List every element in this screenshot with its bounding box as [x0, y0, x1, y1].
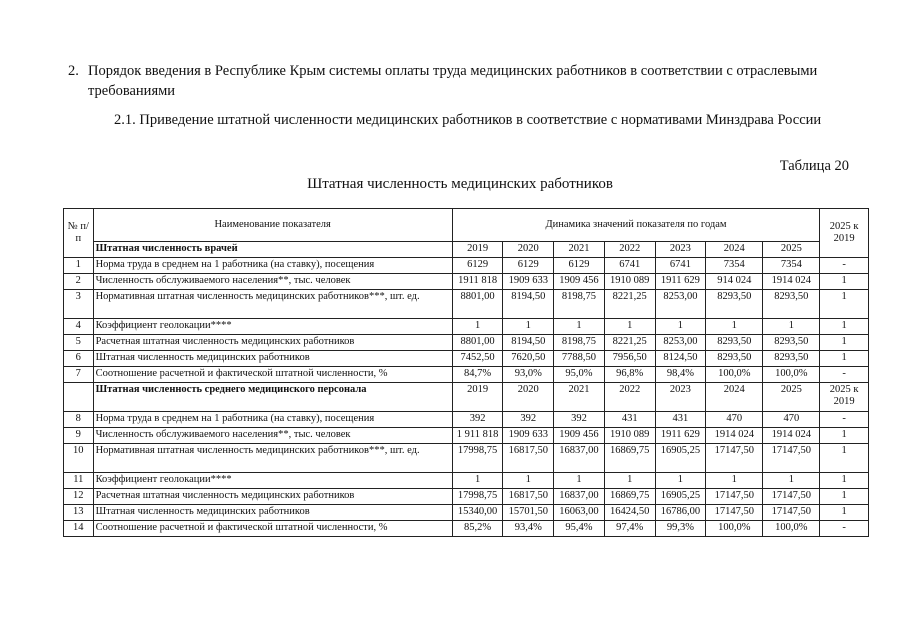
value-cell: 84,7% [452, 367, 503, 383]
row-name: Расчетная штатная численность медицинских работников [93, 489, 452, 505]
table-row [64, 351, 869, 367]
value-cell: 431 [655, 412, 706, 428]
table-row [64, 367, 869, 383]
ratio-cell: 1 [820, 274, 869, 290]
value-cell: 8198,75 [554, 290, 605, 319]
value-cell: 1914 024 [763, 428, 820, 444]
value-cell: 16869,75 [604, 489, 655, 505]
ratio-cell: - [820, 412, 869, 428]
row-name: Численность обслуживаемого населения**, тыс. человек [93, 428, 452, 444]
row-number: 8 [64, 412, 94, 428]
value-cell: 6129 [554, 258, 605, 274]
year-cell: 2020 [503, 383, 554, 412]
value-cell: 16817,50 [503, 444, 554, 473]
value-cell: 470 [763, 412, 820, 428]
table-row [64, 319, 869, 335]
value-cell: 8293,50 [763, 351, 820, 367]
value-cell: 392 [503, 412, 554, 428]
value-cell: 8293,50 [706, 290, 763, 319]
row-number: 2 [64, 274, 94, 290]
value-cell: 7956,50 [604, 351, 655, 367]
row-number: 14 [64, 521, 94, 537]
value-cell: 17147,50 [706, 505, 763, 521]
section-number: 2. [68, 63, 79, 79]
section-num-cell [64, 383, 94, 412]
ratio-cell: 1 [820, 351, 869, 367]
value-cell: 16817,50 [503, 489, 554, 505]
value-cell: 17998,75 [452, 444, 503, 473]
value-cell: 100,0% [763, 367, 820, 383]
value-cell: 1910 089 [604, 428, 655, 444]
header-dynamics: Динамика значений показателя по годам [452, 209, 820, 242]
value-cell: 8293,50 [706, 335, 763, 351]
value-cell: 1914 024 [706, 428, 763, 444]
value-cell: 8293,50 [763, 335, 820, 351]
value-cell: 6741 [655, 258, 706, 274]
table-row [64, 489, 869, 505]
value-cell: 16837,00 [554, 444, 605, 473]
value-cell: 1 [706, 473, 763, 489]
value-cell: 95,4% [554, 521, 605, 537]
table-row [64, 335, 869, 351]
value-cell: 6129 [503, 258, 554, 274]
table-body [64, 209, 869, 537]
value-cell: 8801,00 [452, 290, 503, 319]
value-cell: 96,8% [604, 367, 655, 383]
value-cell: 1 [604, 319, 655, 335]
value-cell: 8253,00 [655, 335, 706, 351]
value-cell: 1914 024 [763, 274, 820, 290]
value-cell: 1911 629 [655, 428, 706, 444]
value-cell: 1 [706, 319, 763, 335]
table-row [64, 505, 869, 521]
value-cell: 8293,50 [763, 290, 820, 319]
table-row [64, 428, 869, 444]
row-number: 6 [64, 351, 94, 367]
value-cell: 6129 [452, 258, 503, 274]
row-name: Штатная численность медицинских работников [93, 505, 452, 521]
value-cell: 1 [554, 319, 605, 335]
value-cell: 8221,25 [604, 290, 655, 319]
value-cell: 1 [604, 473, 655, 489]
value-cell: 7452,50 [452, 351, 503, 367]
value-cell: 17147,50 [763, 489, 820, 505]
value-cell: 17998,75 [452, 489, 503, 505]
ratio-cell: - [820, 258, 869, 274]
value-cell: 1911 818 [452, 274, 503, 290]
value-cell: 97,4% [604, 521, 655, 537]
section-title: Штатная численность врачей [93, 242, 452, 258]
row-number: 3 [64, 290, 94, 319]
value-cell: 8253,00 [655, 290, 706, 319]
value-cell: 1 [655, 473, 706, 489]
row-number: 9 [64, 428, 94, 444]
section-ratio-header: 2025 к 2019 [820, 383, 869, 412]
section-header-row [64, 383, 869, 412]
value-cell: 1 [554, 473, 605, 489]
value-cell: 392 [452, 412, 503, 428]
row-number: 5 [64, 335, 94, 351]
value-cell: 8194,50 [503, 335, 554, 351]
value-cell: 7788,50 [554, 351, 605, 367]
year-cell: 2024 [706, 242, 763, 258]
ratio-cell: 1 [820, 444, 869, 473]
value-cell: 8293,50 [706, 351, 763, 367]
section-heading [68, 61, 868, 101]
row-number: 13 [64, 505, 94, 521]
year-cell: 2025 [763, 383, 820, 412]
ratio-cell: 1 [820, 319, 869, 335]
header-ratio: 2025 к 2019 [820, 209, 869, 258]
row-number: 11 [64, 473, 94, 489]
row-number: 4 [64, 319, 94, 335]
value-cell: 7620,50 [503, 351, 554, 367]
ratio-cell: - [820, 521, 869, 537]
value-cell: 16905,25 [655, 489, 706, 505]
value-cell: 1910 089 [604, 274, 655, 290]
table-row [64, 274, 869, 290]
value-cell: 8221,25 [604, 335, 655, 351]
value-cell: 16424,50 [604, 505, 655, 521]
year-cell: 2025 [763, 242, 820, 258]
value-cell: 16869,75 [604, 444, 655, 473]
value-cell: 8198,75 [554, 335, 605, 351]
table-title: Штатная численность медицинских работников [307, 176, 613, 192]
year-cell: 2021 [554, 242, 605, 258]
row-name: Коэффициент геолокации**** [93, 473, 452, 489]
value-cell: 8194,50 [503, 290, 554, 319]
value-cell: 1 [452, 319, 503, 335]
value-cell: 17147,50 [763, 444, 820, 473]
value-cell: 95,0% [554, 367, 605, 383]
table-row [64, 290, 869, 319]
ratio-cell: 1 [820, 473, 869, 489]
year-cell: 2022 [604, 242, 655, 258]
section-heading-line2: требованиями [88, 83, 176, 99]
value-cell: 8801,00 [452, 335, 503, 351]
value-cell: 1 [763, 473, 820, 489]
year-cell: 2023 [655, 383, 706, 412]
year-cell: 2024 [706, 383, 763, 412]
value-cell: 16837,00 [554, 489, 605, 505]
year-cell: 2020 [503, 242, 554, 258]
value-cell: 15340,00 [452, 505, 503, 521]
subsection-heading: 2.1. Приведение штатной численности медицинских работников в соответствие с нормативами Минздрава России [114, 112, 822, 128]
staffing-table [63, 208, 869, 537]
ratio-cell: 1 [820, 428, 869, 444]
row-number: 7 [64, 367, 94, 383]
value-cell: 1909 633 [503, 428, 554, 444]
value-cell: 1911 629 [655, 274, 706, 290]
table-row [64, 258, 869, 274]
section-title: Штатная численность среднего медицинского персонала [93, 383, 452, 412]
value-cell: 16905,25 [655, 444, 706, 473]
row-name: Нормативная штатная численность медицинских работников***, шт. ед. [93, 290, 452, 319]
row-number: 12 [64, 489, 94, 505]
section-heading-line1: Порядок введения в Республике Крым системы оплаты труда медицинских работников в соответствии с отраслевыми [88, 63, 818, 79]
value-cell: 100,0% [763, 521, 820, 537]
value-cell: 1 [452, 473, 503, 489]
row-name: Расчетная штатная численность медицинских работников [93, 335, 452, 351]
value-cell: 93,0% [503, 367, 554, 383]
table-header-row [64, 209, 869, 242]
value-cell: 1 [503, 319, 554, 335]
row-name: Численность обслуживаемого населения**, тыс. человек [93, 274, 452, 290]
value-cell: 100,0% [706, 367, 763, 383]
value-cell: 1909 633 [503, 274, 554, 290]
row-name: Соотношение расчетной и фактической штатной численности, % [93, 367, 452, 383]
value-cell: 100,0% [706, 521, 763, 537]
ratio-cell: 1 [820, 505, 869, 521]
table-row [64, 521, 869, 537]
value-cell: 98,4% [655, 367, 706, 383]
row-number: 10 [64, 444, 94, 473]
row-number: 1 [64, 258, 94, 274]
ratio-cell: 1 [820, 335, 869, 351]
year-cell: 2021 [554, 383, 605, 412]
value-cell: 15701,50 [503, 505, 554, 521]
row-name: Коэффициент геолокации**** [93, 319, 452, 335]
value-cell: 431 [604, 412, 655, 428]
value-cell: 1909 456 [554, 428, 605, 444]
header-name: Наименование показателя [93, 209, 452, 242]
value-cell: 16786,00 [655, 505, 706, 521]
value-cell: 6741 [604, 258, 655, 274]
ratio-cell: 1 [820, 290, 869, 319]
value-cell: 17147,50 [706, 489, 763, 505]
table-row [64, 473, 869, 489]
value-cell: 392 [554, 412, 605, 428]
row-name: Соотношение расчетной и фактической штатной численности, % [93, 521, 452, 537]
row-name: Штатная численность медицинских работников [93, 351, 452, 367]
section-header-row [64, 242, 869, 258]
year-cell: 2019 [452, 383, 503, 412]
value-cell: 8124,50 [655, 351, 706, 367]
value-cell: 914 024 [706, 274, 763, 290]
value-cell: 16063,00 [554, 505, 605, 521]
table-row [64, 444, 869, 473]
value-cell: 1909 456 [554, 274, 605, 290]
value-cell: 7354 [763, 258, 820, 274]
value-cell: 85,2% [452, 521, 503, 537]
year-cell: 2019 [452, 242, 503, 258]
row-name: Нормативная штатная численность медицинских работников***, шт. ед. [93, 444, 452, 473]
value-cell: 7354 [706, 258, 763, 274]
table-number: Таблица 20 [779, 158, 849, 174]
header-num: № п/п [64, 209, 94, 258]
row-name: Норма труда в среднем на 1 работника (на ставку), посещения [93, 412, 452, 428]
value-cell: 1 [763, 319, 820, 335]
table-row [64, 412, 869, 428]
value-cell: 17147,50 [763, 505, 820, 521]
value-cell: 99,3% [655, 521, 706, 537]
ratio-cell: 1 [820, 489, 869, 505]
value-cell: 93,4% [503, 521, 554, 537]
value-cell: 1 [655, 319, 706, 335]
row-name: Норма труда в среднем на 1 работника (на ставку), посещения [93, 258, 452, 274]
value-cell: 1 [503, 473, 554, 489]
ratio-cell: - [820, 367, 869, 383]
value-cell: 470 [706, 412, 763, 428]
value-cell: 17147,50 [706, 444, 763, 473]
value-cell: 1 911 818 [452, 428, 503, 444]
year-cell: 2022 [604, 383, 655, 412]
year-cell: 2023 [655, 242, 706, 258]
